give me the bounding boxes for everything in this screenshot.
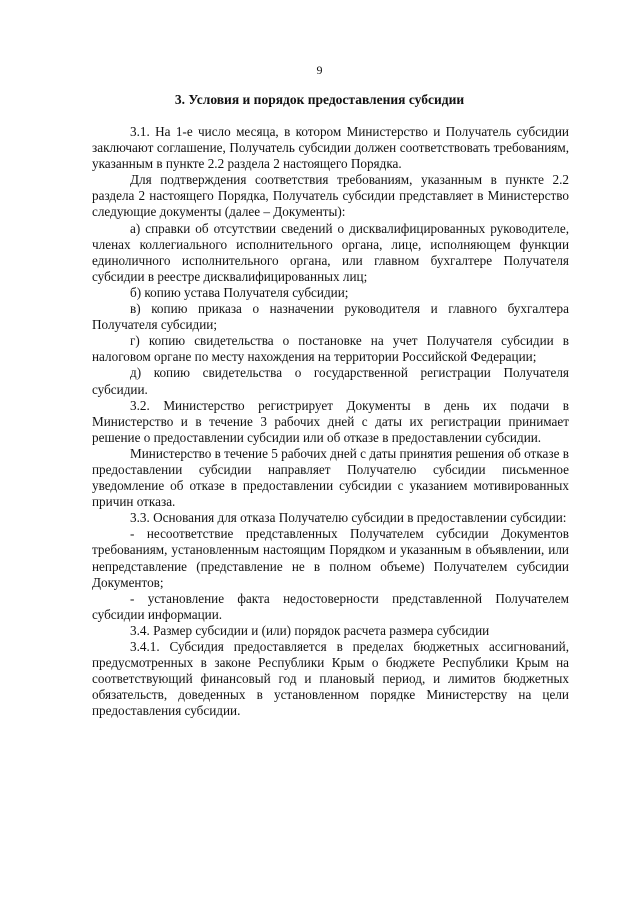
page-number: 9 (316, 63, 323, 77)
paragraph-refusal-notice: Министерство в течение 5 рабочих дней с даты принятия решения об отказе в предоставлении субсидии направляет Получателю субсидии письменное уведомление об отказе в предоставлении субсидии с указанием мотивированных причин отказа. (92, 445, 569, 510)
document-body (92, 124, 569, 719)
paragraph-3-2: 3.2. Министерство регистрирует Документы в день их подачи в Министерство и в течение 3 рабочих дней с даты их регистрации принимает решение о предоставлении субсидии или об отказе в предоставлении субсидии. (92, 397, 569, 445)
paragraph-3-1: 3.1. На 1-е число месяца, в котором Министерство и Получатель субсидии заключают соглашение, Получатель субсидии должен соответствовать требованиям, указанным в пункте 2.2 раздела 2 настоящего Порядка. (92, 124, 569, 172)
paragraph-3-3: 3.3. Основания для отказа Получателю субсидии в предоставлении субсидии: (130, 510, 567, 526)
list-item-b: б) копию устава Получателя субсидии; (130, 284, 349, 300)
paragraph-documents-intro: Для подтверждения соответствия требованиям, указанным в пункте 2.2 раздела 2 настоящего Порядка, Получатель субсидии представляет в Министерство следующие документы (далее – Документы): (92, 172, 569, 220)
list-item-a: а) справки об отсутствии сведений о дисквалифицированных руководителе, членах коллегиального исполнительного органа, лице, исполняющем функции единоличного исполнительного органа, или главном бухгалтере Получателя субсидии в реестре дисквалифицированных лиц; (92, 220, 569, 284)
list-item-d: д) копию свидетельства о государственной регистрации Получателя субсидии. (92, 365, 569, 397)
paragraph-3-4: 3.4. Размер субсидии и (или) порядок расчета размера субсидии (130, 622, 490, 638)
paragraph-3-4-1: 3.4.1. Субсидия предоставляется в пределах бюджетных ассигнований, предусмотренных в законе Республики Крым о бюджете Республики Крым на соответствующий финансовый год и плановый период, и лимитов бюджетных обязательств, доведенных в установленном порядке Министерству на цели предоставления субсидии. (92, 639, 569, 719)
list-item-v: в) копию приказа о назначении руководителя и главного бухгалтера Получателя субсидии; (92, 301, 569, 333)
section-heading: 3. Условия и порядок предоставления субсидии (174, 92, 465, 107)
list-item-g: г) копию свидетельства о постановке на учет Получателя субсидии в налоговом органе по месту нахождения на территории Российской Федерации; (92, 333, 569, 365)
refusal-reason-2: - установление факта недостоверности представленной Получателем субсидии информации. (92, 590, 569, 622)
refusal-reason-1: - несоответствие представленных Получателем субсидии Документов требованиям, установленным настоящим Порядком и указанным в объявлении, или непредставление (представление не в полном объеме) Получателем субсидии Документов; (92, 526, 569, 590)
